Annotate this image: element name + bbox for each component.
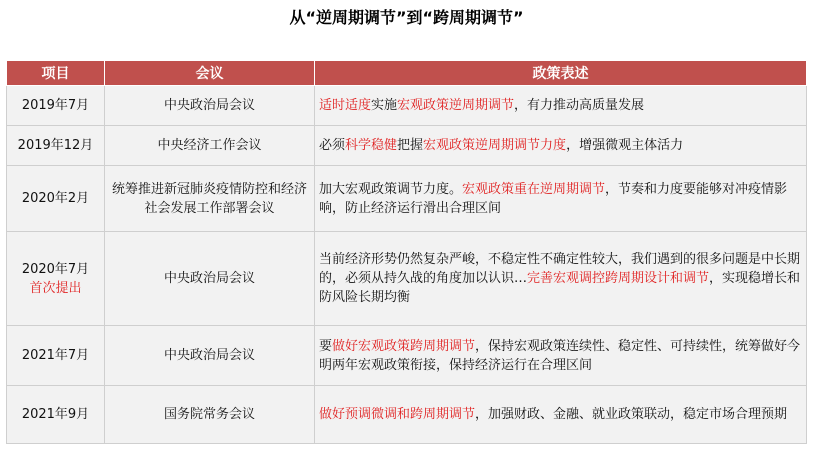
project-date: 2019年12月 [17,138,94,153]
policy-text: 加大宏观政策调节力度。 [319,181,463,197]
policy-highlight: 适时适度 [319,98,372,113]
project-date: 2021年7月 [21,348,90,363]
page-title: 从“逆周期调节”到“跨周期调节” [289,8,524,27]
cell-policy [315,326,807,386]
header-meeting: 会议 [105,61,315,86]
policy-highlight: 科学稳健 [345,138,398,153]
policy-text: ，有力推动高质量发展 [514,98,645,113]
cell-project [7,386,105,444]
cell-meeting [105,166,315,232]
cell-meeting [105,386,315,444]
cell-policy [315,166,807,232]
header-policy: 政策表述 [315,61,807,86]
policy-text: ，节奏和力度要能够对冲疫情影响，防止经济运行滑出合理区间 [319,181,788,216]
policy-text: 当前经济形势仍然复杂严峻，不稳定性不确定性较大，我们遇到的很多问题是中长期的，必须从持久战的角度加以认识… [319,252,801,286]
table-header-row [7,61,807,86]
project-date: 2019年7月 [21,98,90,113]
meeting-name: 统筹推进新冠肺炎疫情防控和经济社会发展工作部署会议 [111,181,307,216]
cell-meeting [105,232,315,326]
cell-project [7,326,105,386]
cell-meeting [105,86,315,126]
cell-project [7,166,105,232]
policy-highlight: 宏观政策逆周期调节力度 [423,138,567,153]
table-row [7,232,807,326]
policy-highlight: 宏观政策逆周期调节 [397,98,515,113]
cell-meeting [105,326,315,386]
cell-project [7,232,105,326]
table-body [7,86,807,444]
meeting-name: 中央经济工作会议 [157,138,262,153]
cell-policy [315,232,807,326]
meeting-name: 中央政治局会议 [163,348,255,363]
policy-text: ，实现稳增长和防风险长期均衡 [319,271,801,305]
header-project: 项目 [7,61,105,86]
table-row [7,126,807,166]
policy-highlight: 做好宏观政策跨周期调节 [332,338,476,354]
policy-highlight: 宏观政策重在逆周期调节 [462,181,606,197]
table-row [7,386,807,444]
cell-policy [315,126,807,166]
policy-text: 要 [319,338,333,354]
cell-project [7,86,105,126]
project-date: 2021年9月 [21,407,90,422]
meeting-name: 国务院常务会议 [163,407,255,422]
policy-text: ，保持宏观政策连续性、稳定性、可持续性，统筹做好今明两年宏观政策衔接，保持经济运行在合理区间 [319,338,801,373]
table-row [7,166,807,232]
table-row [7,86,807,126]
policy-text: 把握 [397,138,424,153]
cell-meeting [105,126,315,166]
policy-table [6,60,807,444]
table-row [7,326,807,386]
meeting-name: 中央政治局会议 [163,271,255,286]
policy-highlight: 完善宏观调控跨周期设计和调节 [527,271,710,286]
policy-text: 必须 [319,138,346,153]
policy-text: ，增强微观主体活力 [566,138,684,153]
cell-project [7,126,105,166]
policy-text: 实施 [371,98,398,113]
meeting-name: 中央政治局会议 [163,98,255,113]
project-date: 2020年7月 [21,261,90,277]
cell-policy [315,86,807,126]
policy-highlight: 做好预调微调和跨周期调节 [319,407,476,422]
cell-policy [315,386,807,444]
policy-text: ，加强财政、金融、就业政策联动，稳定市场合理预期 [475,407,788,422]
project-note: 首次提出 [29,280,82,296]
project-date: 2020年2月 [21,191,90,206]
